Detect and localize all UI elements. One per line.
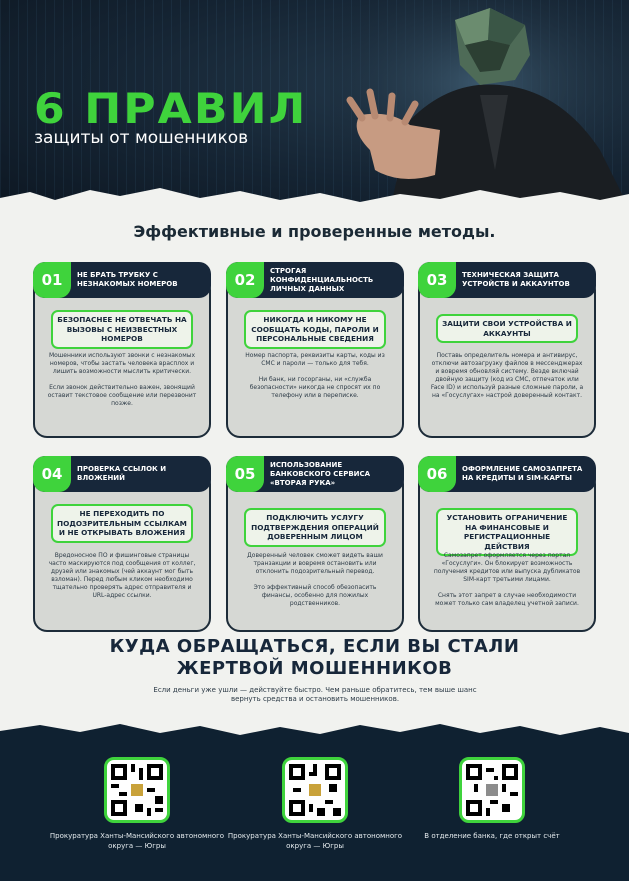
rule-card-5 xyxy=(226,456,404,632)
where-title-line2: ЖЕРТВОЙ МОШЕННИКОВ xyxy=(176,658,453,679)
rule-body: Мошенники используют звонки с незнакомых номеров, чтобы застать человека врасплох и лишить возможности мыслить критически. Если звонок действительно важен, звонящий оставит текстовое сообщение или перезвонит позже. xyxy=(47,352,197,407)
qr-code-icon xyxy=(466,764,518,816)
rule-body: Поставь определитель номера и антивирус, отключи автозагрузку файлов в мессенджерах и вовремя обновляй систему. Везде включай двойную защиту (код из СМС, отпечаток или Face ID) и используй разные сложные пароли, а на «Госуслугах» настрой доверенный контакт. xyxy=(430,352,584,399)
rule-body: Вредоносное ПО и фишинговые страницы часто маскируются под сообщения от коллег, друзей или знакомых (чей аккаунт мог быть взломан). Перед любым кликом необходимо тщательно проверять адрес отправителя и URL-адрес ссылки. xyxy=(48,552,196,599)
rule-body: Самозапрет оформляется через портал «Госуслуги». Он блокирует возможность получения кредитов или выпуска дубликатов SIM-карт третьими лицами. Снять этот запрет в случае необходимости может только сам владелец учетной записи. xyxy=(433,552,581,607)
section-title: Эффективные и проверенные методы. xyxy=(133,222,496,241)
rule-number: 01 xyxy=(33,262,71,298)
rule-highlight: ПОДКЛЮЧИТЬ УСЛУГУ ПОДТВЕРЖДЕНИЯ ОПЕРАЦИЙ ДОВЕРЕННЫМ ЛИЦОМ xyxy=(244,508,386,547)
qr-code-prosecutor-1[interactable] xyxy=(104,757,170,823)
rule-heading: ТЕХНИЧЕСКАЯ ЗАЩИТА УСТРОЙСТВ И АККАУНТОВ xyxy=(462,271,570,288)
rule-card-4 xyxy=(33,456,211,632)
qr-code-icon xyxy=(289,764,341,816)
rule-highlight: НЕ ПЕРЕХОДИТЬ ПО ПОДОЗРИТЕЛЬНЫМ ССЫЛКАМ И НЕ ОТКРЫВАТЬ ВЛОЖЕНИЯ xyxy=(51,504,193,543)
rule-heading: ПРОВЕРКА ССЫЛОК И ВЛОЖЕНИЙ xyxy=(77,465,167,482)
torn-paper-edge xyxy=(0,180,629,220)
rule-highlight: БЕЗОПАСНЕЕ НЕ ОТВЕЧАТЬ НА ВЫЗОВЫ С НЕИЗВЕСТНЫХ НОМЕРОВ xyxy=(51,310,193,349)
where-subtitle: Если деньги уже ушли — действуйте быстро. Чем раньше обратитесь, тем выше шанс вернуть средства и остановить мошенников. xyxy=(153,686,477,703)
card-header xyxy=(226,456,404,492)
rule-heading: ОФОРМЛЕНИЕ САМОЗАПРЕТА НА КРЕДИТЫ И SIM-КАРТЫ xyxy=(462,465,583,482)
rule-highlight: НИКОГДА И НИКОМУ НЕ СООБЩАТЬ КОДЫ, ПАРОЛИ И ПЕРСОНАЛЬНЫЕ СВЕДЕНИЯ xyxy=(244,310,386,349)
qr-code-icon xyxy=(111,764,163,816)
rule-highlight: ЗАЩИТИ СВОИ УСТРОЙСТВА И АККАУНТЫ xyxy=(436,314,578,343)
where-title xyxy=(0,636,629,680)
card-header xyxy=(418,456,596,492)
card-header xyxy=(33,262,211,298)
qr-code-bank[interactable] xyxy=(459,757,525,823)
card-header xyxy=(33,456,211,492)
hero-banner xyxy=(0,0,629,210)
hacker-illustration xyxy=(330,0,629,210)
rule-card-1 xyxy=(33,262,211,438)
contact-label-2: Прокуратура Ханты-Мансийского автономного округа — Югры xyxy=(227,832,403,850)
main-subtitle: защиты от мошенников xyxy=(34,128,249,148)
card-header xyxy=(226,262,404,298)
contact-label-1: Прокуратура Ханты-Мансийского автономного округа — Югры xyxy=(49,832,225,850)
rule-number: 04 xyxy=(33,456,71,492)
torn-paper-edge-bottom xyxy=(0,715,629,755)
rule-card-2 xyxy=(226,262,404,438)
qr-code-prosecutor-2[interactable] xyxy=(282,757,348,823)
rule-card-3 xyxy=(418,262,596,438)
card-background xyxy=(33,470,211,632)
rule-number: 06 xyxy=(418,456,456,492)
rule-number: 03 xyxy=(418,262,456,298)
rule-heading: НЕ БРАТЬ ТРУБКУ С НЕЗНАКОМЫХ НОМЕРОВ xyxy=(77,271,178,288)
rule-body: Доверенный человек сможет видеть ваши транзакции и вовремя остановить или отклонить подозрительный перевод. Это эффективный способ обезопасить финансы, особенно для пожилых родственников. xyxy=(247,552,383,607)
rule-card-6 xyxy=(418,456,596,632)
rule-heading: СТРОГАЯ КОНФИДЕНЦИАЛЬНОСТЬ ЛИЧНЫХ ДАННЫХ xyxy=(270,266,374,293)
rule-body: Номер паспорта, реквизиты карты, коды из СМС и пароли — только для тебя. Ни банк, ни госорганы, ни «служба безопасности» никогда не спросят их по телефону или в переписке. xyxy=(245,352,385,399)
contact-label-3: В отделение банка, где открыт счёт xyxy=(424,832,560,840)
main-title: 6 ПРАВИЛ xyxy=(34,84,308,133)
rule-number: 05 xyxy=(226,456,264,492)
card-header xyxy=(418,262,596,298)
rule-highlight: УСТАНОВИТЬ ОГРАНИЧЕНИЕ НА ФИНАНСОВЫЕ И РЕГИСТРАЦИОННЫЕ ДЕЙСТВИЯ xyxy=(436,508,578,556)
rule-heading: ИСПОЛЬЗОВАНИЕ БАНКОВСКОГО СЕРВИСА «ВТОРАЯ РУКА» xyxy=(270,460,371,487)
rule-number: 02 xyxy=(226,262,264,298)
where-title-line1: КУДА ОБРАЩАТЬСЯ, ЕСЛИ ВЫ СТАЛИ xyxy=(109,636,520,657)
